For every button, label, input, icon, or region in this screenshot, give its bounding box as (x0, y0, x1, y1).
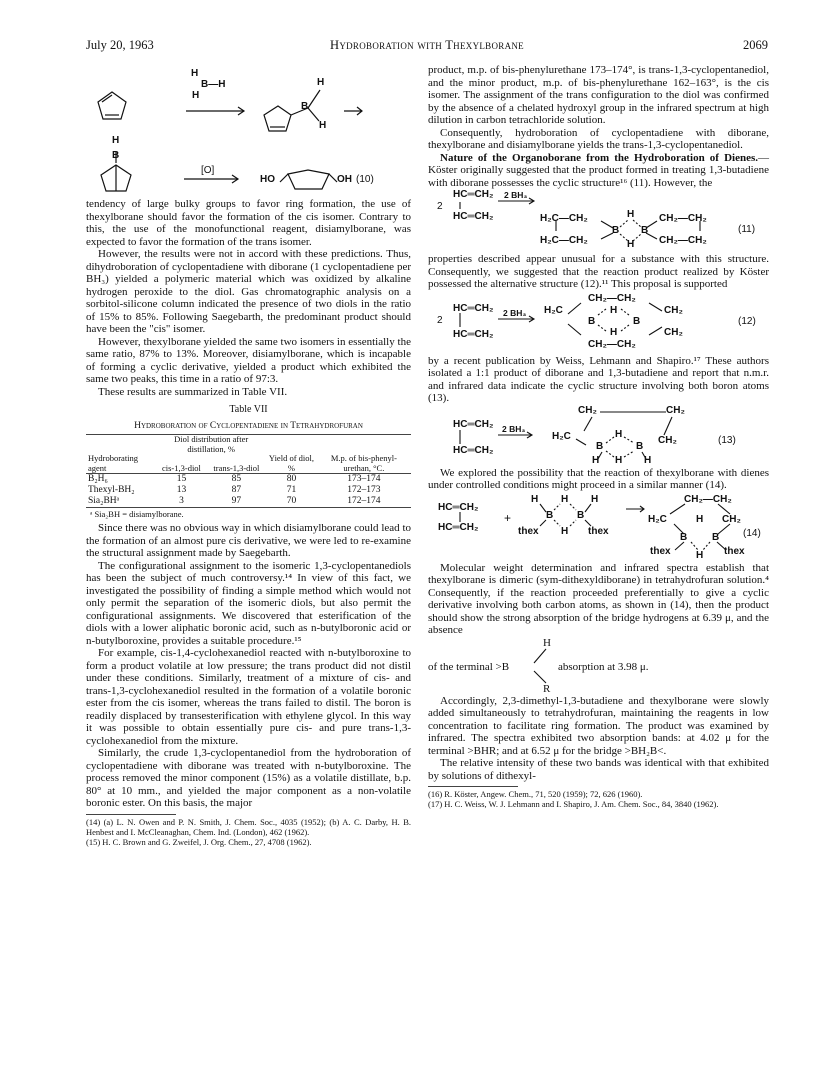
scheme-label: H (112, 135, 120, 146)
paragraph: We explored the possibility that the reaction of thexylborane with dienes under controlled conditions might proceed in a similar manner (14). (428, 466, 769, 491)
right-column (428, 64, 769, 809)
formula: HC═CH₂ (453, 189, 494, 200)
formula: H (561, 525, 569, 537)
paragraph: The configurational assignment to the isomeric 1,3-cyclopentanediols has been the subject of much controversy.¹⁴ In view of this fact, we investigated the possibility of finding a simple method which would not only permit the separation of the isomeric diols, but also permit the configurational assignments. We discovered that esterification of the diols with a lower aliphatic boronic acid, such as n-butylboronic acid or n-butylboroxine, provides a suitable procedure.¹⁵ (86, 559, 411, 647)
footnote-rule (428, 786, 518, 787)
formula: B (680, 531, 688, 543)
left-column (86, 64, 411, 847)
formula: CH₂—CH₂ (684, 493, 732, 505)
formula: HC═CH₂ (453, 328, 494, 340)
scheme-label: H (192, 90, 200, 101)
equation-number: (12) (738, 315, 756, 327)
scheme-label: B—H (201, 79, 226, 90)
table-row (86, 496, 411, 508)
scheme-label: HO (260, 174, 275, 185)
formula: HC═CH₂ (453, 418, 494, 430)
paragraph (428, 152, 769, 190)
coefficient: 2 (437, 314, 443, 326)
header-title: Hydroboration with Thexylborane (330, 38, 524, 52)
formula: H (591, 493, 599, 505)
equation-number: (14) (743, 527, 761, 539)
formula: thex (518, 525, 539, 537)
paragraph: Consequently, hydroboration of cyclopentadiene with diborane, thexylborane and disiamylborane yields the trans-1,3-cyclopentanediol. (428, 126, 769, 151)
formula: H (531, 493, 539, 505)
formula: B (596, 440, 604, 452)
paragraph: Molecular weight determination and infrared spectra establish that thexylborane is dimeric (sym-dithexyldiborane) in tetrahydrofuran solution.⁴ Consequently, if the reaction proceeded preferentially to give a cyclic derivative involving both carbon atoms, as shown in (14), then the product should show the strong absorption of the bridge hydrogens at 6.39 μ, and the absence (428, 561, 769, 636)
section-heading: Nature of the Organoborane from the Hydroboration of Dienes. (440, 151, 758, 164)
table-cell: 87 (231, 485, 242, 495)
scheme-label: H (319, 120, 327, 131)
scheme-label: OH (337, 174, 352, 185)
table-header: Yield of diol, % (268, 453, 315, 473)
formula: B (577, 509, 585, 521)
plus-sign: + (504, 510, 512, 525)
page-number: 2069 (743, 38, 768, 52)
formula-atom: R (543, 682, 551, 695)
formula: H₂C—CH₂ (540, 213, 588, 224)
equation-12 (428, 291, 769, 355)
formula: H₂C (648, 513, 667, 525)
reagent: 2 BH₃ (503, 307, 527, 318)
formula: B (588, 315, 596, 327)
reagent: 2 BH₃ (502, 423, 526, 434)
formula: HC═CH₂ (453, 444, 494, 456)
paragraph: For example, cis-1,4-cyclohexanediol reacted with n-butylboroxine to form a product volatile at low pressure; the trans product did not distil under these conditions. Similarly, treatment of a mixture of cis- and trans-1,3-cyclohexanediol resulted in the formation of a volatile boronic ester from the cis isomer, whereas the trans failed to distil. The boron is readily displaced by transesterification with ethylene glycol. In this way it was possible to obtain essentially pure cis- and pure trans-1,3-cyclohexanediol from the mixture. (86, 647, 411, 747)
scheme-label: H (191, 68, 199, 79)
paragraph-text: —Köster originally suggested that the product formed in treating 1,3-butadiene with diborane possesses the cyclic structure¹⁶ (11). However, the (428, 151, 769, 189)
formula: H (592, 454, 600, 466)
formula: H₂C (544, 304, 563, 316)
paragraph: Similarly, the crude 1,3-cyclopentanediol from the hydroboration of cyclopentadiene with diborane was treated with n-butylboroxine. The process removed the minor component (15%) as a volatile distillate, b.p. 80° at 10 mm., and yielded the major component as a non-volatile boronic ester. On this basis, the major (86, 747, 411, 809)
reagent: 2 BH₃ (504, 190, 528, 200)
formula: H (610, 304, 618, 316)
formula: H (627, 239, 635, 250)
footnote-rule (86, 814, 176, 815)
equation-11 (428, 189, 769, 253)
formula: B (612, 225, 620, 236)
table-row (86, 474, 411, 486)
formula: B (712, 531, 720, 543)
paragraph: product, m.p. of bis-phenylurethane 173–174°, is trans-1,3-cyclopentanediol, and the minor product, m.p. of bis-phenylurethane 162–163°, is the cis isomer. The assignment of the trans configuration to the diol was confirmed by the absence of a chelated hydroxyl group in the infrared spectrum at high dilution in carbon tetrachloride solution. (428, 64, 769, 126)
table-cell: B₂H₆ (88, 474, 108, 484)
table-cell: 15 (176, 474, 187, 484)
formula: CH₂—CH₂ (659, 213, 707, 224)
formula-text: absorption at 3.98 μ. (558, 660, 649, 673)
table-cell: 80 (286, 474, 297, 484)
scheme-label: B (301, 101, 309, 112)
formula: H₂C—CH₂ (540, 235, 588, 246)
table-cell: 13 (176, 485, 187, 495)
formula: CH₂ (722, 513, 741, 525)
header-date: July 20, 1963 (86, 38, 154, 52)
formula: CH₂ (578, 404, 597, 416)
table-header: M.p. of bis-phenyl-urethan, °C. (330, 453, 397, 473)
formula: B (633, 315, 641, 327)
formula: thex (724, 545, 745, 557)
equation-13 (428, 405, 769, 467)
paragraph: The relative intensity of these two bands was identical with that exhibited by solutions of dithexyl- (428, 757, 769, 782)
formula: CH₂—CH₂ (588, 338, 636, 350)
formula: HC═CH₂ (453, 302, 494, 314)
table-cell: 172–173 (347, 485, 381, 495)
formula: H (615, 428, 623, 440)
table-cell: 97 (231, 496, 242, 506)
scheme-label: [O] (201, 165, 215, 176)
paragraph: However, thexylborane yielded the same two isomers in essentially the same ratio, 87% to 13%. Moreover, disiamylborane, which is incapable of forming a cyclic derivative, yielded a product which exhibited the same two peaks, this time in a ratio of 97:3. (86, 335, 411, 385)
formula: H₂C (552, 430, 571, 442)
formula: thex (650, 545, 671, 557)
equation-number: (10) (356, 174, 374, 185)
table-footnote: ᵃ Sia₂BH = disiamylborane. (90, 509, 184, 519)
table-header: Hydroborating agent (88, 453, 139, 473)
table-cell: 173–174 (347, 474, 381, 484)
coefficient: 2 (437, 201, 443, 212)
formula: CH₂ (658, 434, 677, 446)
formula: HC═CH₂ (438, 501, 479, 513)
formula: H (615, 454, 623, 466)
formula: CH₂—CH₂ (588, 292, 636, 304)
table-header: cis-1,3-diol (161, 462, 201, 473)
scheme-label: B (112, 150, 120, 161)
table-label: Table VII (229, 404, 268, 415)
table-group-header: Diol distribution after distillation, % (174, 434, 249, 454)
formula: H (696, 513, 704, 525)
formula-text: of the terminal >B (428, 660, 510, 673)
formula: H (696, 549, 704, 561)
formula-atom: H (543, 636, 551, 649)
formula: H (627, 209, 635, 220)
formula: H (610, 326, 618, 338)
footnote: (15) H. C. Brown and G. Zweifel, J. Org. Chem., 27, 4708 (1962). (86, 836, 312, 847)
formula: B (546, 509, 554, 521)
formula: B (636, 440, 644, 452)
paragraph: by a recent publication by Weiss, Lehmann and Shapiro.¹⁷ These authors isolated a 1:1 product of diborane and 1,3-butadiene and report that n.m.r. and infrared data indicate the cyclic structure involving both boron atoms (13). (428, 354, 769, 404)
paragraph: properties described appear unusual for a substance with this structure. Consequently, we suggested that the reaction product realized by Köster possessed the alternative structure (12).¹¹ This proposal is supported (428, 253, 769, 290)
table-cell: Thexyl-BH₂ (88, 485, 135, 495)
footnote: (14) (a) L. N. Owen and P. N. Smith, J. Chem. Soc., 4035 (1952); (b) A. C. Darby, H. B. Henbest and I. McCleanaghan, Chem. Ind. (London), 462 (1962). (86, 816, 411, 837)
table-header: trans-1,3-diol (213, 462, 260, 473)
table-cell: Sia₂BHᵃ (88, 496, 120, 506)
scheme-label: H (317, 77, 325, 88)
table-cell: 70 (286, 496, 297, 506)
equation-number: (11) (738, 224, 756, 235)
data-table (86, 434, 411, 508)
terminal-bh-formula (428, 637, 769, 695)
table-cell: 85 (231, 474, 242, 484)
table-cell: 3 (179, 496, 184, 506)
paragraph: Accordingly, 2,3-dimethyl-1,3-butadiene and thexylborane were slowly added simultaneously to tetrahydrofuran, maintaining the reagents in low concentration to facilitate ring formation. The product was examined by infrared. The spectra exhibited two absorption bands: at 4.02 μ for the terminal >BHR; and at 6.52 μ for the bridge >BH₂B<. (428, 694, 769, 757)
paragraph: These results are summarized in Table VII. (98, 385, 288, 398)
table-cell: 172–174 (347, 496, 381, 506)
footnote: (16) R. Köster, Angew. Chem., 71, 520 (1959); 72, 626 (1960). (428, 789, 643, 799)
formula: B (641, 225, 649, 236)
paragraph: Since there was no obvious way in which disiamylborane could lead to the formation of an almost pure cis derivative, we were led to re-examine the structural assignment made by Saegebarth. (86, 522, 411, 559)
paragraph: However, the results were not in accord with these predictions. Thus, dihydroboration of cyclopentadiene with diborane (1 cyclopentadiene per BH₃) yielded a polymeric material which was oxidized by alkaline hydrogen peroxide to the diol. Gas chromatographic analysis on a sorbitol-silicone column indicated the presence of two diols in the ratio of 15% to 85%. Following Saegebarth, the predominant product should have been the "cis" isomer. (86, 248, 411, 335)
formula: HC═CH₂ (438, 521, 479, 533)
table-title: Hydroboration of Cyclopentadiene in Tetrahydrofuran (134, 420, 363, 431)
formula: thex (588, 525, 609, 537)
table-row (86, 485, 411, 496)
running-header (86, 38, 768, 54)
formula: H (644, 454, 652, 466)
equation-number: (13) (718, 434, 736, 446)
equation-14 (428, 492, 769, 562)
formula: CH₂ (666, 404, 685, 416)
formula: CH₂ (664, 326, 683, 338)
paragraph: tendency of large bulky groups to favor ring formation, the use of thexylborane should favor the formation of the cis isomer. Contrary to this, the use of the monofunctional reagent, disiamylborane, was expected to favor the formation of the trans isomer. (86, 198, 411, 248)
scheme-10 (86, 64, 411, 198)
formula: CH₂ (664, 304, 683, 316)
formula: HC═CH₂ (453, 211, 494, 222)
table-cell: 71 (286, 485, 297, 495)
footnote: (17) H. C. Weiss, W. J. Lehmann and I. Shapiro, J. Am. Chem. Soc., 84, 3840 (1962). (428, 799, 719, 809)
formula: CH₂—CH₂ (659, 235, 707, 246)
formula: H (561, 493, 569, 505)
